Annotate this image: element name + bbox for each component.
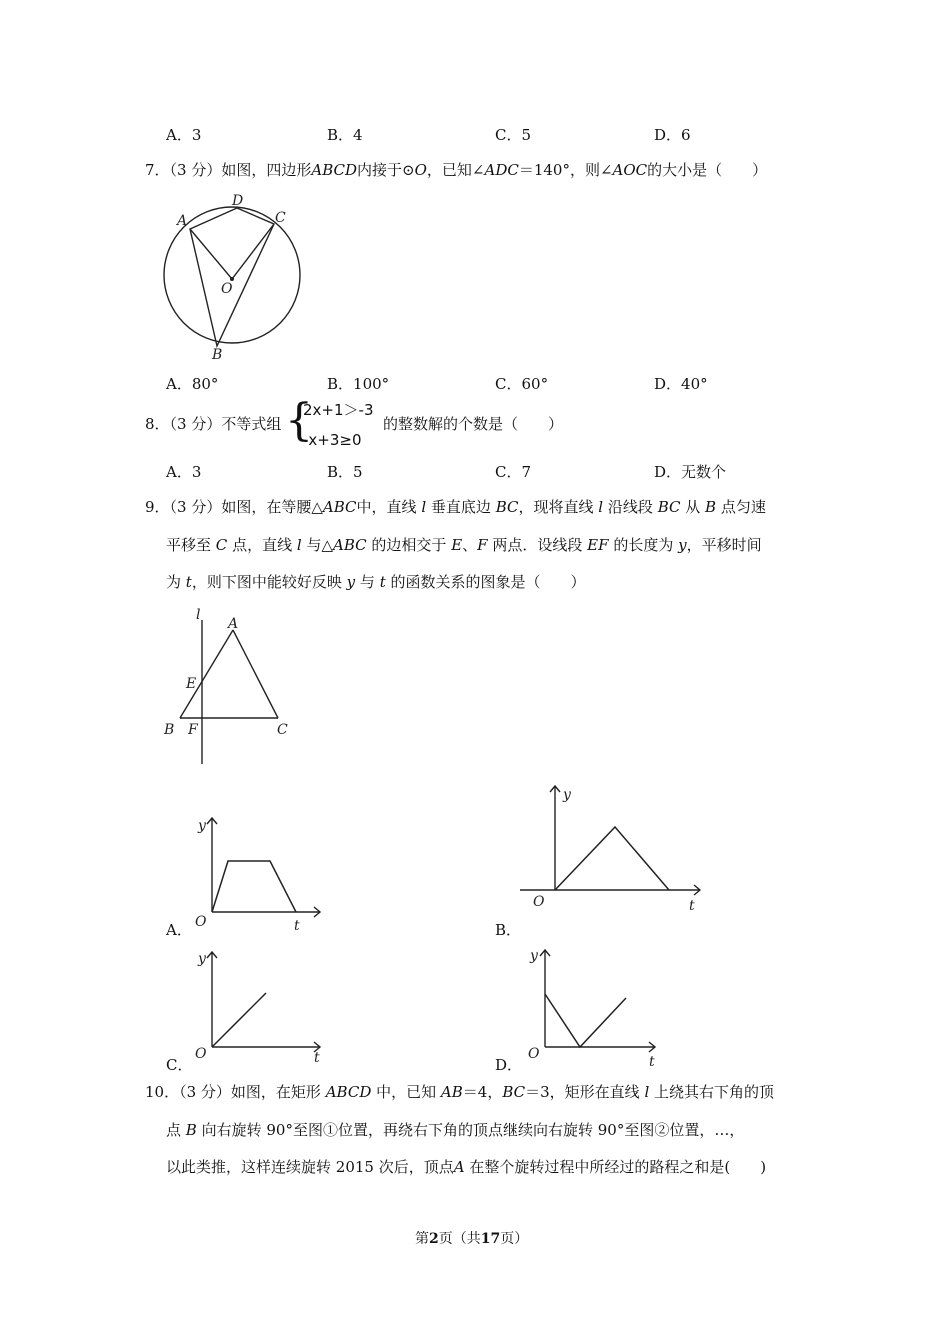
q8-option-b: B．5: [327, 463, 363, 481]
q7-stem: 7．（3 分）如图，四边形ABCD内接于⊙O，已知∠ADC＝140°，则∠AOC的大小是（ ）: [145, 161, 768, 179]
q9-option-a: A．: [166, 921, 192, 939]
q10-stem-line-3: 以此类推，这样连续旋转 2015 次后，顶点A 在整个旋转过程中所经过的路程之和是( ): [166, 1158, 767, 1176]
q7-label-a: A: [177, 213, 188, 229]
q8-stem-prefix: 8．（3 分）不等式组: [145, 415, 282, 433]
page-footer: 第2页（共17页）: [415, 1231, 529, 1247]
q7-option-a: A．80°: [166, 375, 219, 393]
q9-label-l: l: [196, 607, 201, 623]
q7-option-b: B．100°: [327, 375, 390, 393]
q9-graph-a: [190, 810, 330, 940]
q9-stem-line-1: 9．（3 分）如图，在等腰△ABC中，直线 l 垂直底边 BC，现将直线 l 沿线段 BC 从 B 点匀速: [145, 498, 766, 516]
q9-graph-a-origin: O: [195, 914, 207, 930]
q9-label-f: F: [188, 722, 198, 738]
q8-option-d: D．无数个: [654, 463, 727, 481]
q9-graph-d: [525, 946, 665, 1070]
q9-label-a: A: [228, 616, 239, 632]
q9-label-e: E: [186, 676, 197, 692]
q9-graph-b-y-label: y: [563, 787, 571, 803]
q8-inequality-2: -x+3≥0: [303, 431, 362, 449]
q9-graph-d-t-label: t: [649, 1054, 655, 1070]
q6-option-a: A．3: [166, 126, 202, 144]
q7-label-c: C: [275, 210, 286, 226]
q9-graph-c-origin: O: [195, 1046, 207, 1062]
q8-option-a: A．3: [166, 463, 202, 481]
q8-brace: {: [285, 395, 313, 446]
q8-option-c: C．7: [495, 463, 532, 481]
q7-circle-figure: [155, 192, 305, 362]
q6-option-d: D．6: [654, 126, 691, 144]
q7-label-d: D: [232, 193, 244, 209]
q9-label-c: C: [277, 722, 288, 738]
q9-graph-b-origin: O: [533, 894, 545, 910]
q7-label-o: O: [221, 281, 233, 297]
q9-graph-c-t-label: t: [314, 1050, 320, 1066]
q9-option-d: D．: [495, 1056, 523, 1074]
q9-label-b: B: [164, 722, 175, 738]
q9-graph-b: [515, 782, 715, 912]
q10-stem-line-1: 10．（3 分）如图，在矩形 ABCD 中，已知 AB＝4，BC＝3，矩形在直线 l 上绕其右下角的顶: [145, 1083, 775, 1101]
q7-option-c: C．60°: [495, 375, 549, 393]
q6-option-b: B．4: [327, 126, 363, 144]
q9-graph-a-y-label: y: [198, 818, 206, 834]
q8-stem-suffix: 的整数解的个数是（ ）: [383, 415, 564, 433]
q8-inequality-1: 2x+1＞-3: [303, 401, 374, 419]
q9-triangle-figure: [160, 608, 300, 768]
q7-option-d: D．40°: [654, 375, 708, 393]
q9-graph-a-t-label: t: [294, 918, 300, 934]
q9-graph-b-t-label: t: [689, 898, 695, 914]
q9-graph-d-y-label: y: [530, 948, 538, 964]
q9-graph-c: [190, 946, 330, 1066]
q6-option-c: C．5: [495, 126, 532, 144]
q9-graph-d-origin: O: [528, 1046, 540, 1062]
q7-label-b: B: [212, 347, 223, 363]
q9-option-c: C．: [166, 1056, 193, 1074]
q10-stem-line-2: 点 B 向右旋转 90°至图①位置，再绕右下角的顶点继续向右旋转 90°至图②位置，…，: [166, 1121, 745, 1139]
q9-stem-line-3: 为 t，则下图中能较好反映 y 与 t 的函数关系的图象是（ ）: [166, 573, 586, 591]
q9-stem-line-2: 平移至 C 点，直线 l 与△ABC 的边相交于 E、F 两点．设线段 EF 的长度为 y，平移时间: [166, 536, 762, 554]
q9-graph-c-y-label: y: [198, 951, 206, 967]
q9-option-b: B．: [495, 921, 522, 939]
